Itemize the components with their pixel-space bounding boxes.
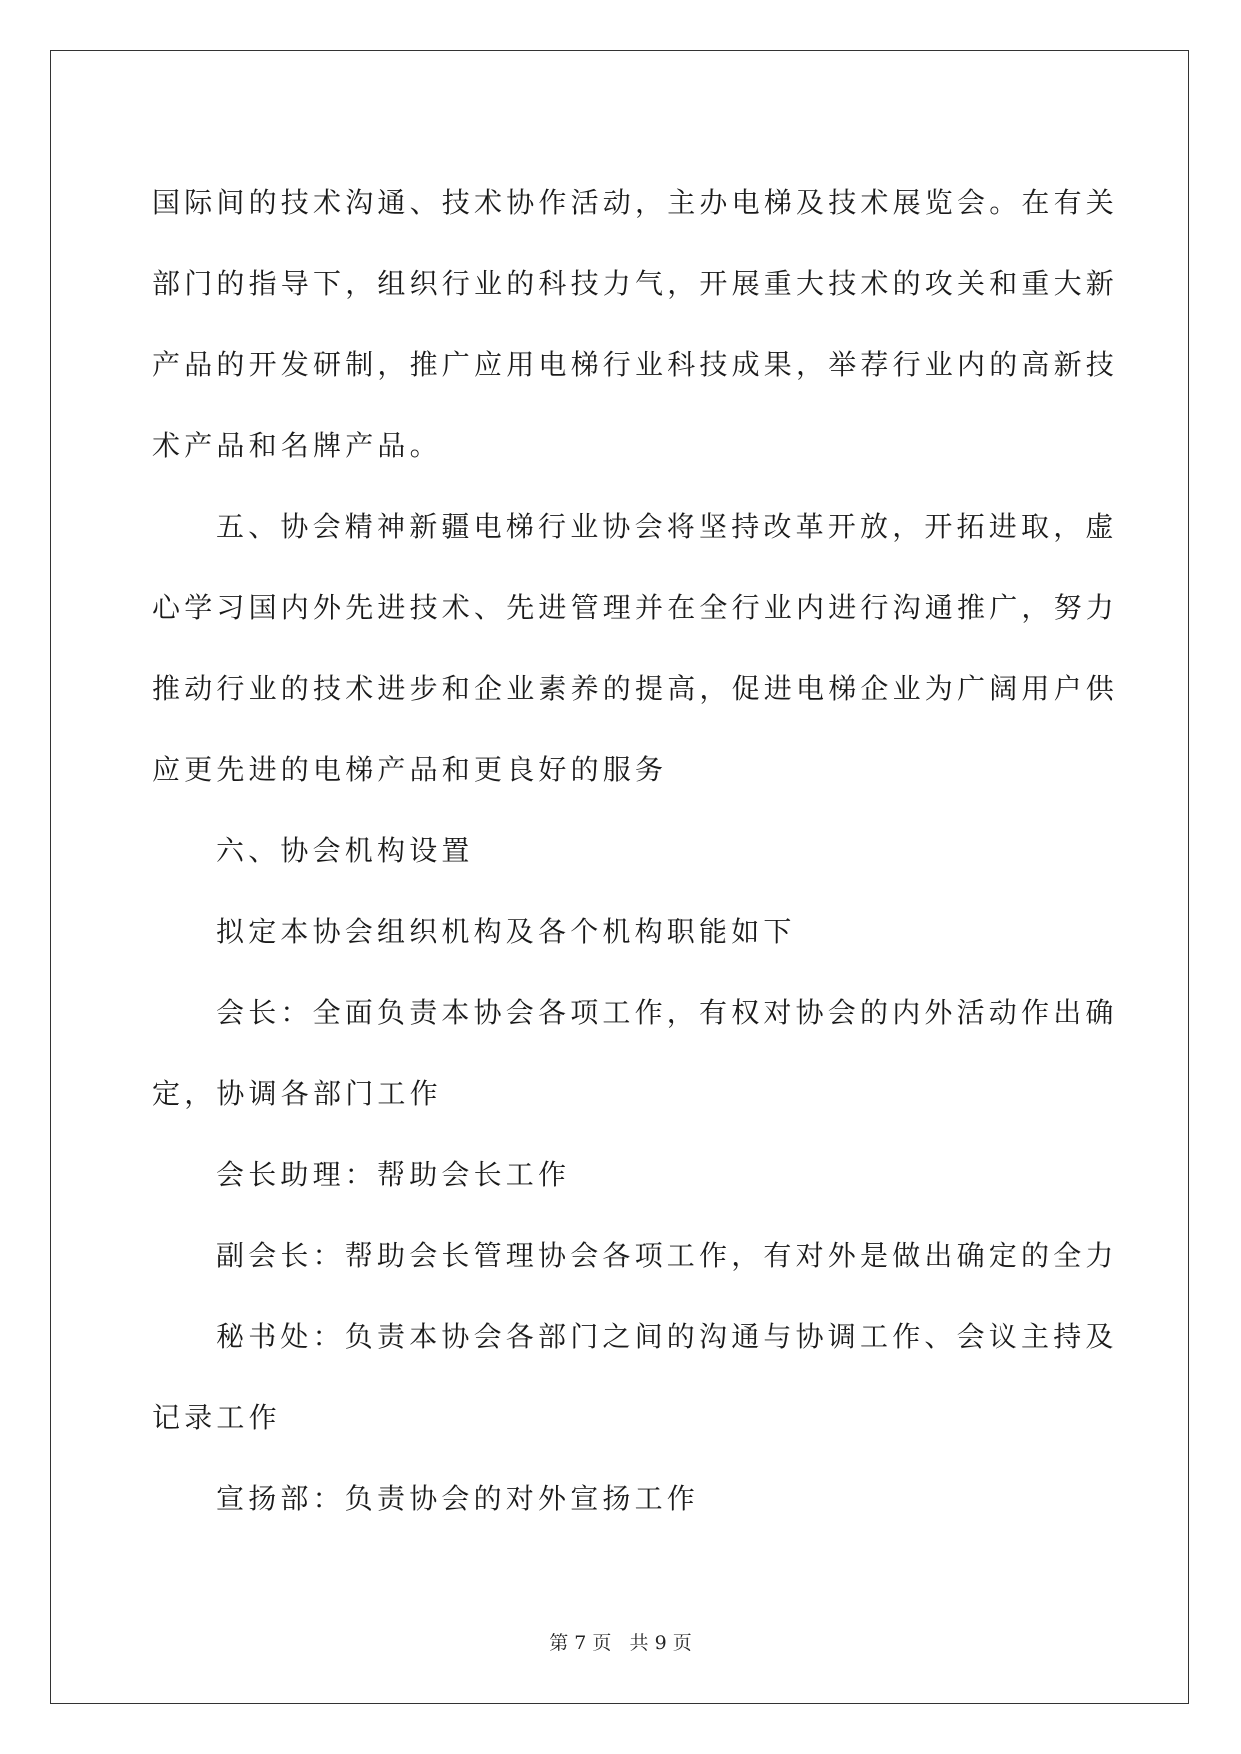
text-line: 拟定本协会组织机构及各个机构职能如下 (216, 915, 796, 948)
section-heading: 六、协会机构设置 (216, 834, 474, 867)
text-line: 产品的开发研制，推广应用电梯行业科技成果，举荐行业内的高新技 (152, 348, 1119, 381)
text-line: 部门的指导下，组织行业的科技力气，开展重大技术的攻关和重大新 (152, 267, 1119, 300)
document-body (152, 162, 1119, 1539)
text-line: 副会长：帮助会长管理协会各项工作，有对外是做出确定的全力 (216, 1239, 1118, 1272)
text-line: 应更先进的电梯产品和更良好的服务 (152, 753, 668, 786)
text-line: 国际间的技术沟通、技术协作活动，主办电梯及技术展览会。在有关 (152, 186, 1119, 219)
text-line: 定，协调各部门工作 (152, 1077, 442, 1110)
text-line: 推动行业的技术进步和企业素养的提高，促进电梯企业为广阔用户供 (152, 672, 1119, 705)
text-line: 宣扬部：负责协会的对外宣扬工作 (216, 1482, 700, 1515)
text-line: 五、协会精神新疆电梯行业协会将坚持改革开放，开拓进取，虚 (216, 510, 1118, 543)
text-line: 术产品和名牌产品。 (152, 429, 442, 462)
text-line: 心学习国内外先进技术、先进管理并在全行业内进行沟通推广，努力 (152, 591, 1119, 624)
text-line: 会长：全面负责本协会各项工作，有权对协会的内外活动作出确 (216, 996, 1118, 1029)
text-line: 会长助理：帮助会长工作 (216, 1158, 571, 1191)
text-line: 记录工作 (152, 1401, 281, 1434)
page-number-footer: 第 7 页 共 9 页 (549, 1632, 692, 1654)
text-line: 秘书处：负责本协会各部门之间的沟通与协调工作、会议主持及 (216, 1320, 1118, 1353)
